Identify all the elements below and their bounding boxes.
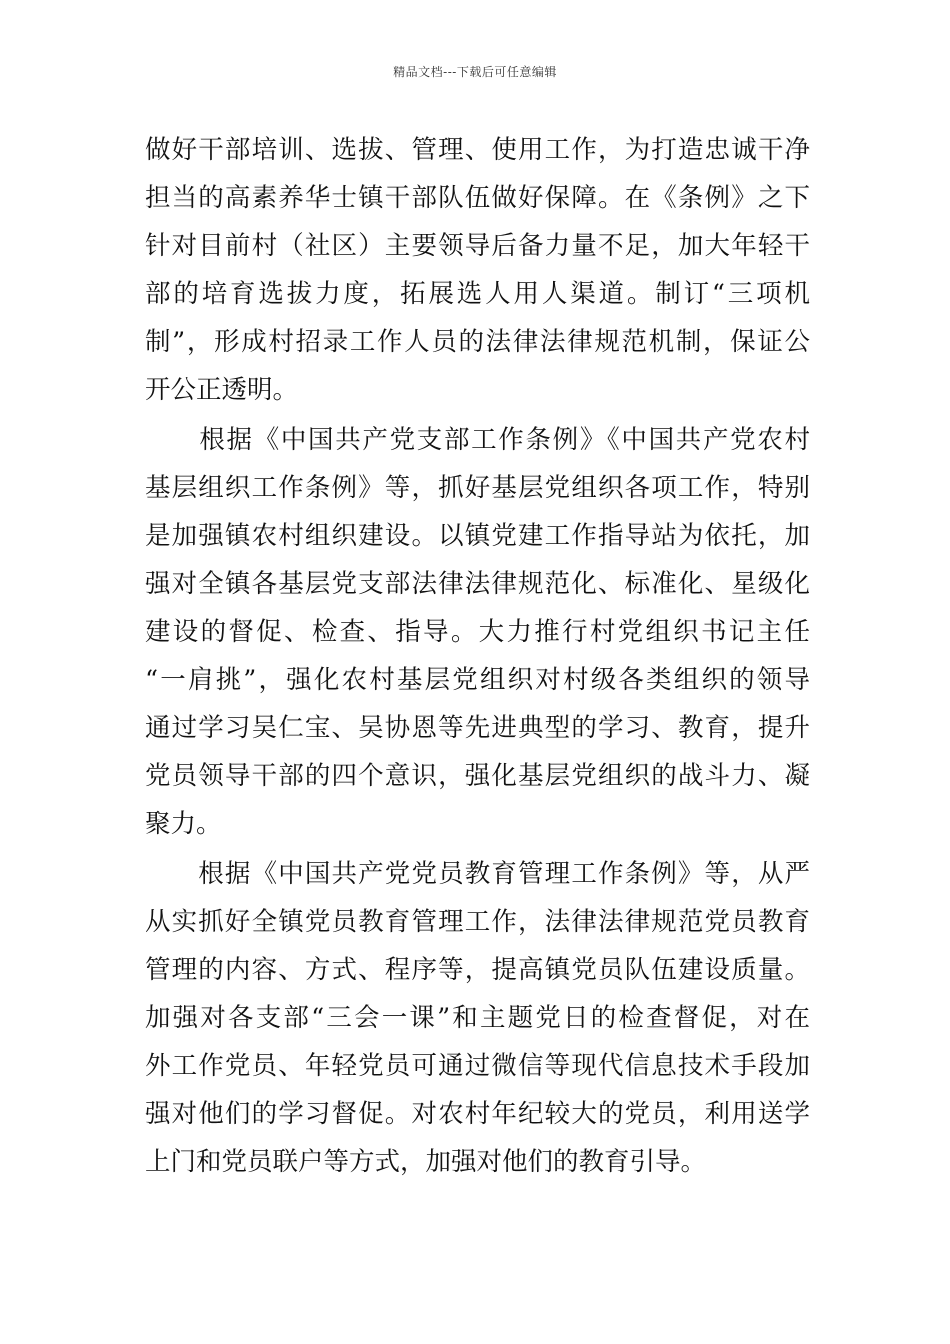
- text-line: 担当的高素养华士镇干部队伍做好保障。在《条例》之下: [145, 183, 810, 213]
- document-body: [145, 126, 810, 1187]
- text-line: 管理的内容、方式、程序等，提高镇党员队伍建设质量。: [145, 955, 810, 985]
- text-line: 制”，形成村招录工作人员的法律法律规范机制，保证公: [145, 327, 810, 357]
- text-line: 加强对各支部“三会一课”和主题党日的检查督促，对在: [145, 1003, 810, 1033]
- text-line: 强对全镇各基层党支部法律法律规范化、标准化、星级化: [145, 569, 810, 599]
- text-line: 部的培育选拔力度，拓展选人用人渠道。制订“三项机: [145, 279, 810, 309]
- paragraph-3: [145, 850, 810, 1186]
- page-header: 精品文档---下载后可任意编辑: [393, 65, 557, 79]
- text-line: “一肩挑”，强化农村基层党组织对村级各类组织的领导: [145, 665, 810, 695]
- text-line: 聚力。: [145, 809, 222, 839]
- text-line: 强对他们的学习督促。对农村年纪较大的党员，利用送学: [145, 1099, 810, 1129]
- text-line: 建设的督促、检查、指导。大力推行村党组织书记主任: [145, 617, 810, 647]
- text-line: 是加强镇农村组织建设。以镇党建工作指导站为依托，加: [145, 521, 810, 551]
- text-line: 基层组织工作条例》等，抓好基层党组织各项工作，特别: [145, 473, 810, 503]
- text-line: 从实抓好全镇党员教育管理工作，法律法律规范党员教育: [145, 907, 810, 937]
- text-line: 外工作党员、年轻党员可通过微信等现代信息技术手段加: [145, 1051, 810, 1081]
- text-line: 通过学习吴仁宝、吴协恩等先进典型的学习、教育，提升: [145, 713, 810, 743]
- text-line: 根据《中国共产党党员教育管理工作条例》等，从严: [145, 859, 810, 889]
- paragraph-1: [145, 126, 810, 414]
- text-line: 党员领导干部的四个意识，强化基层党组织的战斗力、凝: [145, 761, 810, 791]
- text-line: 开公正透明。: [145, 375, 299, 405]
- text-line: 做好干部培训、选拔、管理、使用工作，为打造忠诚干净: [145, 135, 810, 165]
- text-line: 上门和党员联户等方式，加强对他们的教育引导。: [145, 1147, 707, 1177]
- text-line: 根据《中国共产党支部工作条例》《中国共产党农村: [145, 425, 810, 455]
- paragraph-2: [145, 416, 810, 848]
- text-line: 针对目前村（社区）主要领导后备力量不足，加大年轻干: [145, 231, 810, 261]
